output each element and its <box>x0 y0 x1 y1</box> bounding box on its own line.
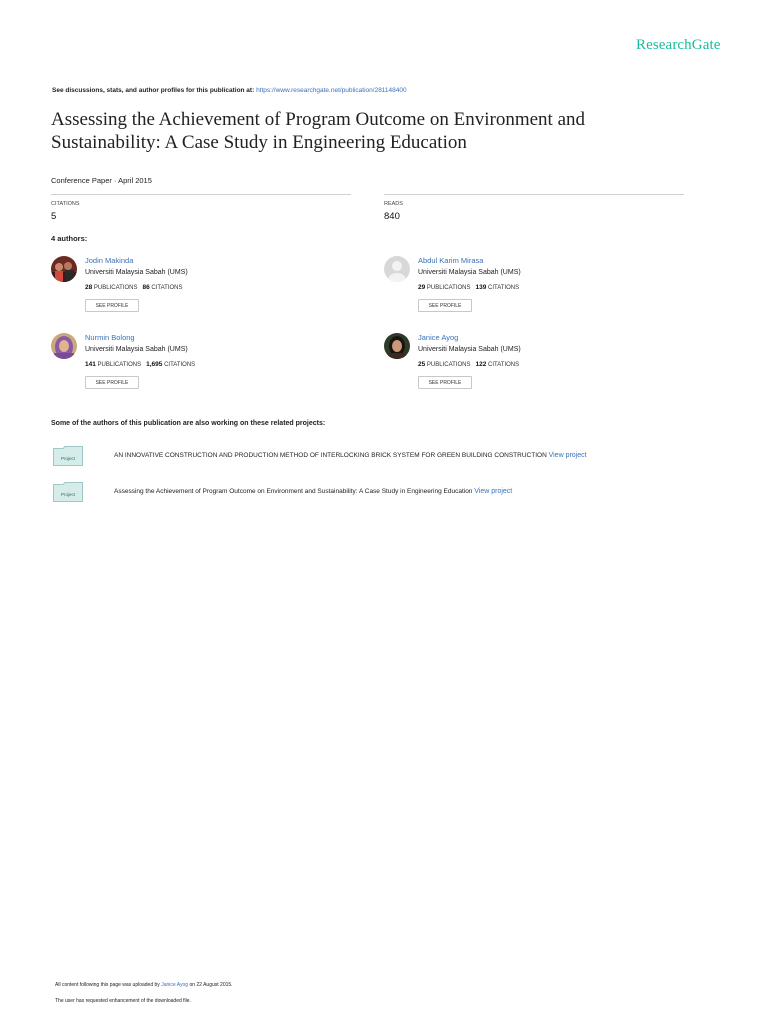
author-citations-count: 139 <box>475 284 487 291</box>
default-avatar-icon[interactable] <box>384 256 410 282</box>
author-citations-count: 122 <box>475 361 487 368</box>
see-profile-button[interactable]: SEE PROFILE <box>85 376 139 389</box>
project-folder-icon <box>53 446 83 465</box>
uploader-link[interactable]: Janice Ayog <box>161 982 189 988</box>
citations-label: CITATIONS <box>164 362 196 368</box>
citations-label: CITATIONS <box>488 285 520 291</box>
view-project-link[interactable]: View project <box>474 488 513 495</box>
author-publications-count: 141 <box>85 361 96 368</box>
author-citations-count: 86 <box>142 284 150 291</box>
researchgate-logo[interactable]: ResearchGate <box>636 37 721 53</box>
author-avatar[interactable] <box>51 333 77 359</box>
upload-note <box>55 982 233 988</box>
publications-label: PUBLICATIONS <box>426 362 471 368</box>
citations-label: CITATIONS <box>51 201 80 207</box>
author-card <box>51 333 351 395</box>
paper-title: Assessing the Achievement of Program Outcome on Environment and Sustainability: A Case Study in Engineering Education <box>51 109 586 153</box>
author-name[interactable]: Nurmin Bolong <box>85 333 135 342</box>
author-publications-count: 29 <box>418 284 426 291</box>
related-projects-heading: Some of the authors of this publication are also working on these related projects: <box>51 420 326 427</box>
authors-heading: 4 authors: <box>51 234 88 243</box>
project-title: AN INNOVATIVE CONSTRUCTION AND PRODUCTION METHOD OF INTERLOCKING BRICK SYSTEM FOR GREEN BUILDING CONSTRUCTION <box>114 452 547 459</box>
citations-label: CITATIONS <box>488 362 520 368</box>
publications-label: PUBLICATIONS <box>97 362 142 368</box>
author-card <box>384 333 684 395</box>
author-name[interactable]: Jodin Makinda <box>85 256 134 265</box>
discussions-note <box>52 87 407 94</box>
author-name[interactable]: Abdul Karim Mirasa <box>418 256 484 265</box>
project-icon-label: Project <box>60 456 76 461</box>
see-profile-button[interactable]: SEE PROFILE <box>85 299 139 312</box>
project-item <box>114 488 512 495</box>
author-publications-count: 25 <box>418 361 426 368</box>
enhancement-note: The user has requested enhancement of the downloaded file. <box>55 998 191 1004</box>
see-profile-button[interactable]: SEE PROFILE <box>418 376 472 389</box>
author-institution: Universiti Malaysia Sabah (UMS) <box>85 269 188 276</box>
author-stats <box>418 284 519 291</box>
project-title: Assessing the Achievement of Program Outcome on Environment and Sustainability: A Case Study in Engineering Education <box>114 488 473 495</box>
view-project-link[interactable]: View project <box>548 452 587 459</box>
author-institution: Universiti Malaysia Sabah (UMS) <box>85 346 188 353</box>
author-publications-count: 28 <box>85 284 93 291</box>
author-institution: Universiti Malaysia Sabah (UMS) <box>418 346 521 353</box>
upload-suffix: on 22 August 2015. <box>188 982 233 988</box>
see-profile-button[interactable]: SEE PROFILE <box>418 299 472 312</box>
author-stats <box>85 284 183 291</box>
author-avatar[interactable] <box>51 256 77 282</box>
paper-type: Conference Paper · April 2015 <box>51 176 152 185</box>
project-folder-icon <box>53 482 83 501</box>
author-stats <box>85 361 195 368</box>
project-item <box>114 452 587 459</box>
divider-citations <box>51 194 351 195</box>
discussions-text: See discussions, stats, and author profiles for this publication at: <box>52 87 257 94</box>
reads-value: 840 <box>384 211 400 222</box>
project-icon-label: Project <box>60 492 76 497</box>
citations-label: CITATIONS <box>151 285 183 291</box>
reads-label: READS <box>384 201 403 207</box>
author-card <box>51 256 351 318</box>
divider-reads <box>384 194 684 195</box>
author-card <box>384 256 684 318</box>
author-name[interactable]: Janice Ayog <box>418 333 459 342</box>
citations-value: 5 <box>51 211 57 222</box>
author-citations-count: 1,695 <box>146 361 163 368</box>
publications-label: PUBLICATIONS <box>426 285 471 291</box>
publications-label: PUBLICATIONS <box>93 285 138 291</box>
author-institution: Universiti Malaysia Sabah (UMS) <box>418 269 521 276</box>
publication-url-link[interactable]: https://www.researchgate.net/publication/281148400 <box>256 87 407 94</box>
upload-prefix: All content following this page was uploaded by <box>55 982 162 988</box>
author-stats <box>418 361 519 368</box>
author-avatar[interactable] <box>384 333 410 359</box>
